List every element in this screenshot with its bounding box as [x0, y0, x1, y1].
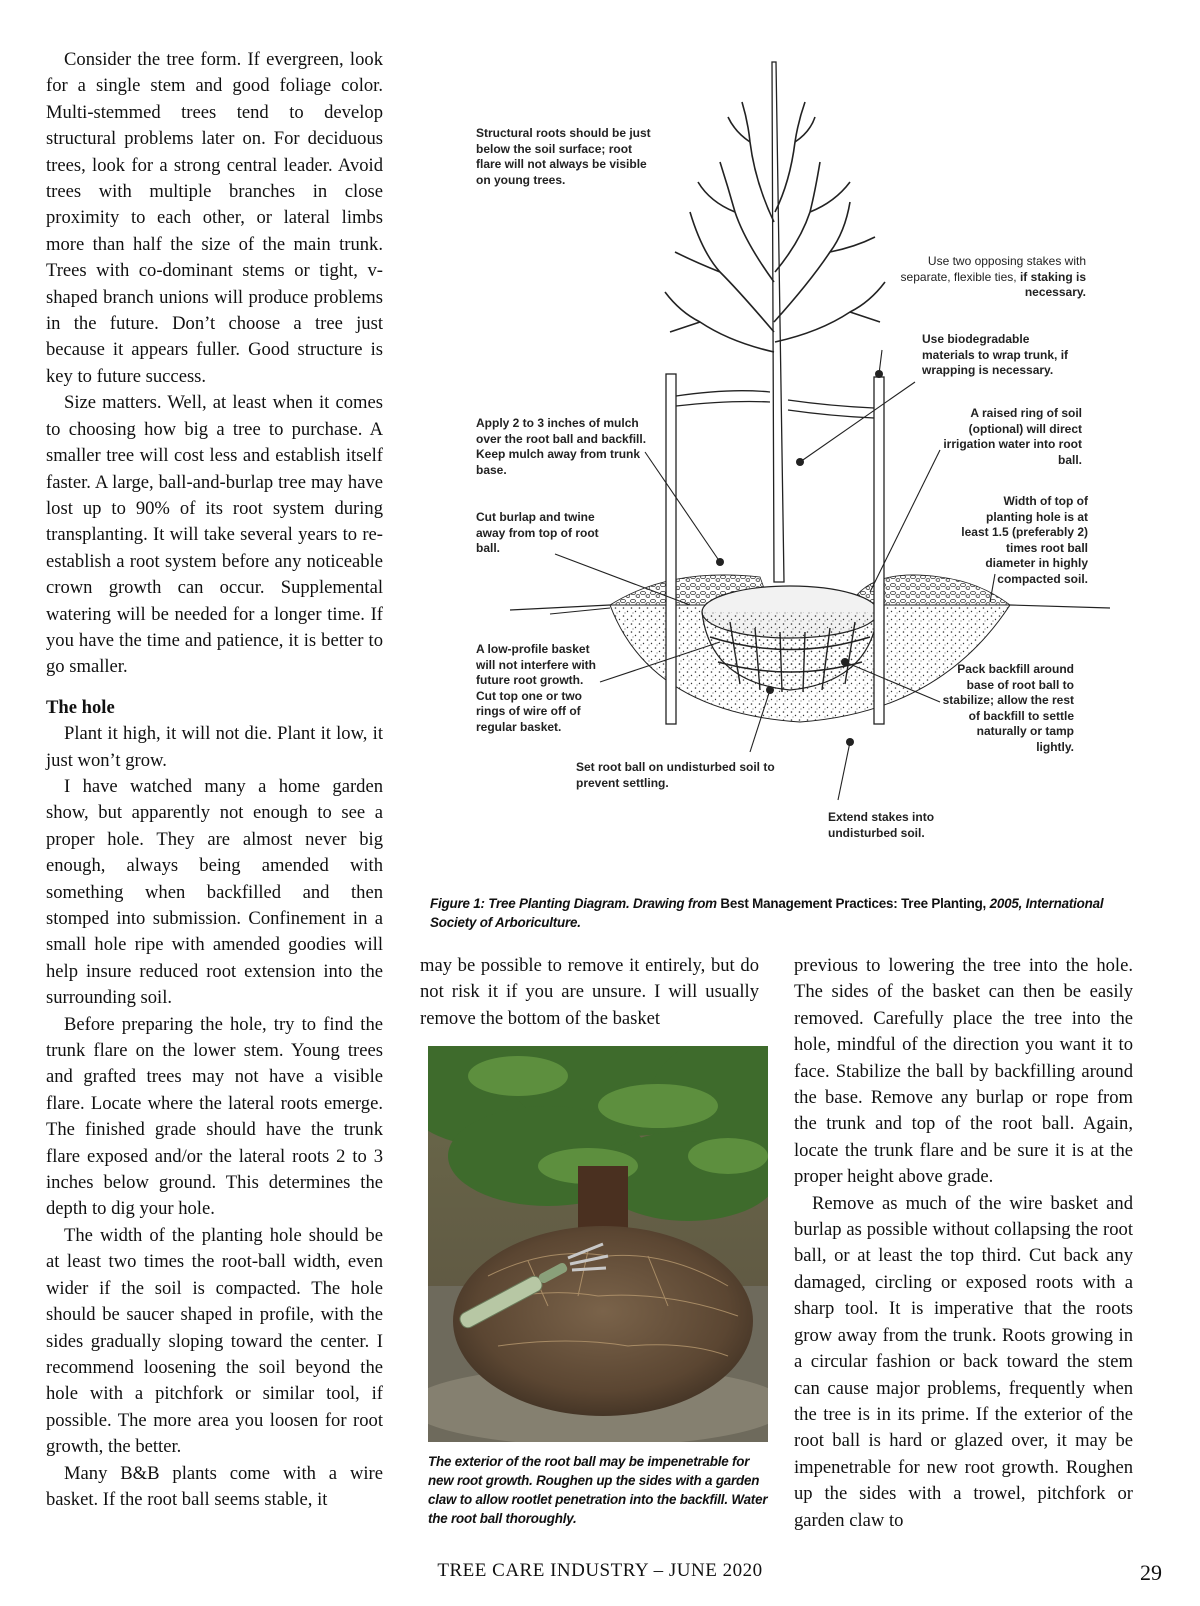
- paragraph: Before preparing the hole, try to find the trunk flare on the lower stem. Young trees and grafted trees may not have a visible flare. Locate where the lateral roots emerge. The finished grade should have the trunk flare exposed and/or the lateral roots 2 to 3 inches below ground. This determines the depth to dig your hole.: [46, 1013, 383, 1220]
- label-stakes-emphasis: staking is necessary.: [1024, 269, 1086, 299]
- paragraph: previous to lowering the tree into the hole. The sides of the basket can then be easily removed. Carefully place the tree into the hole, mindful of the direction you want it to face. Stabilize the ball by backfilling around the base. Remove any burlap or rope from the trunk and top of the root ball. Again, locate the trunk flare and be sure it is at the proper height above grade.: [794, 955, 1133, 1188]
- label-backfill: Pack backfill around base of root ball to stabilize; allow the rest of backfill to settle naturally or tamp lightly.: [942, 662, 1074, 754]
- label-extend-stakes: Extend stakes into undisturbed soil.: [828, 810, 935, 840]
- paragraph: Many B&B plants come with a wire basket. If the root ball seems stable, it: [46, 1462, 383, 1510]
- paragraph: Consider the tree form. If evergreen, look for a single stem and good foliage color. Multi-stemmed trees tend to develop structural problems later on. For deciduous trees, look for a strong central leader. Avoid trees with multiple branches in close proximity to each other, or lateral limbs more than half the size of the main trunk. Trees with co-dominant stems or tight, v-shaped branch unions will produce problems in the future. Don’t choose a tree just because it appears fuller. Good structure is key to future success.: [46, 49, 383, 387]
- caption-text: 2005, International Society of Arboriculture.: [430, 896, 1104, 930]
- paragraph: The width of the planting hole should be at least two times the root-ball width, even wider if the soil is compacted. The hole should be saucer shaped in profile, with the sides gradually sloping toward the center. I recommend loosening the soil beyond the hole with a pitchfork or similar tool, if possible. The more area you loosen for root growth, the better.: [46, 1224, 383, 1458]
- left-text-column: [46, 47, 383, 1513]
- label-stakes-emphasis: if: [1019, 269, 1028, 284]
- section-heading: The hole: [46, 696, 115, 718]
- page-footer: TREE CARE INDUSTRY – JUNE 2020: [437, 1560, 763, 1581]
- paragraph: Remove as much of the wire basket and burlap as possible without collapsing the root ball, or at least the top third. Cut back any damaged, circling or exposed roots with a sharp tool. It is imperative that the roots grow away from the trunk. Roots growing in a circular fashion or back toward the stem can cause major problems, frequently when the tree is in its prime. If the exterior of the root ball is hard or glazed over, it may be impenetrable for new root growth. Roughen up the sides with a trowel, pitchfork or garden claw to: [794, 1192, 1133, 1531]
- caption-book-title: Best Management Practices: Tree Planting,: [720, 896, 987, 911]
- photo-caption: The exterior of the root ball may be impenetrable for new root growth. Roughen up the sides with a garden claw to allow rootlet penetration into the backfill. Water the root ball thoroughly.: [428, 1454, 768, 1526]
- caption-text: Figure 1: Tree Planting Diagram. Drawing from: [430, 896, 717, 911]
- root-ball-photo: [428, 1046, 768, 1442]
- label-burlap: Cut burlap and twine away from top of root ball.: [476, 510, 599, 555]
- label-wrap-emphasis: if wrapping is necessary.: [922, 347, 1069, 377]
- paragraph: Size matters. Well, at least when it comes to choosing how big a tree to purchase. A smaller tree will cost less and establish itself faster. A large, ball-and-burlap tree may have lost up to 90% of its root system during transplanting. It will take several years to re-establish a root system before any noticeable crown growth can occur. Supplemental watering will be needed for a longer time. If you have the time and patience, it is better to go smaller.: [46, 392, 383, 678]
- paragraph: Plant it high, it will not die. Plant it low, it just won’t grow.: [46, 723, 383, 771]
- label-raised-ring: A raised ring of soil (optional) will direct irrigation water into root ball.: [943, 406, 1082, 467]
- figure-caption: [430, 894, 1130, 932]
- label-hole-width: Width of top of planting hole is at least 1.5 (preferably 2) times root ball diameter in highly compacted soil.: [961, 494, 1088, 586]
- page-number: 29: [1140, 1560, 1162, 1585]
- label-stakes-text: Use two opposing stakes with separate, flexible ties,: [900, 254, 1086, 284]
- label-wrap-text: Use biodegradable materials to wrap trunk,: [922, 332, 1058, 362]
- middle-text-column: [420, 953, 759, 1032]
- label-basket: A low-profile basket will not interfere with future root growth. Cut top one or two rings of wire off of regular basket.: [476, 642, 597, 734]
- paragraph: I have watched many a home garden show, but apparently not enough to see a proper hole. They are almost never big enough, always being amended with something when backfilled and then stomped into submission. Confinement in a small hole ripe with amended goodies will help insure reduced root extension into the surrounding soil.: [46, 775, 383, 1009]
- paragraph: may be possible to remove it entirely, but do not risk it if you are unsure. I will usually remove the bottom of the basket: [420, 955, 759, 1029]
- label-structural-roots: Structural roots should be just below the soil surface; root flare will not always be visible on young trees.: [476, 126, 651, 187]
- label-stakes: [890, 254, 1086, 301]
- photo-illustration: [428, 1046, 768, 1442]
- right-text-column: [794, 953, 1133, 1534]
- label-mulch: Apply 2 to 3 inches of mulch over the root ball and backfill. Keep mulch away from trunk base.: [476, 416, 647, 477]
- tree-planting-diagram: [470, 22, 1130, 868]
- label-root-ball: Set root ball on undisturbed soil to prevent settling.: [576, 760, 775, 790]
- label-wrap-trunk: [922, 332, 1082, 379]
